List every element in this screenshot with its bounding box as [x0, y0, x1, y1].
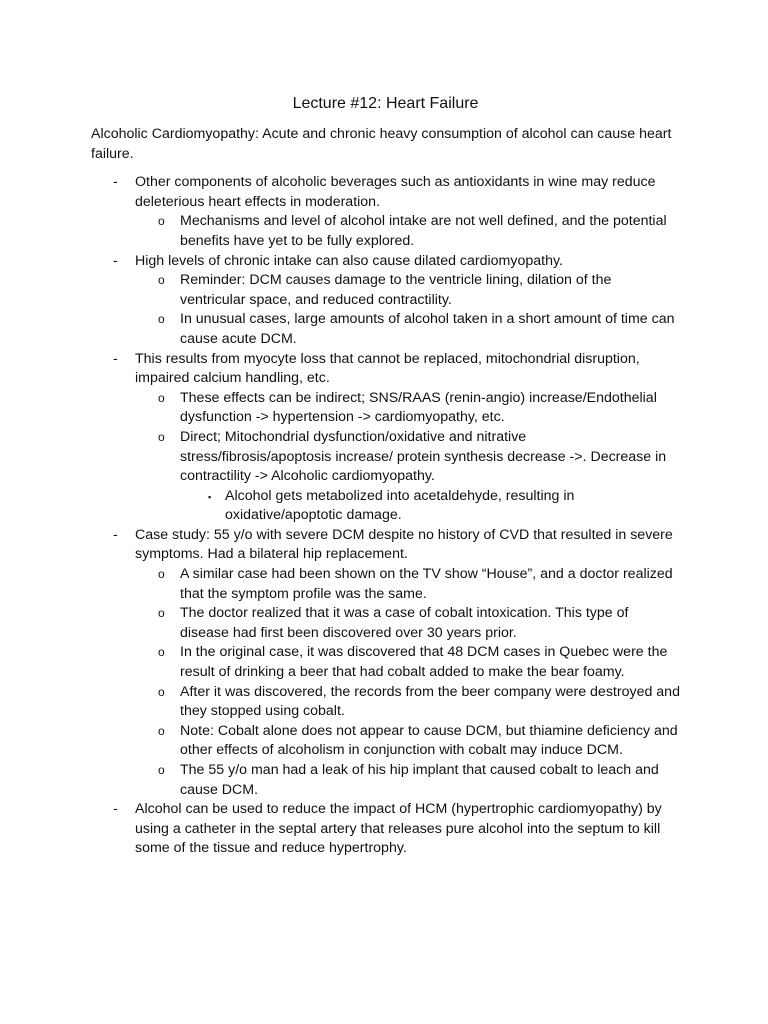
dash-bullet: -	[113, 174, 118, 191]
outline-list	[91, 173, 680, 859]
circle-bullet: o	[158, 429, 165, 444]
list-item	[91, 252, 680, 350]
square-bullet: ▪	[208, 491, 212, 502]
circle-bullet: o	[158, 214, 165, 229]
list-item	[91, 350, 680, 526]
intro-paragraph: Alcoholic Cardiomyopathy: Acute and chronic heavy consumption of alcohol can cause heart failure.	[91, 126, 672, 162]
sub-sub-list-item-text: Alcohol gets metabolized into acetaldehyde, resulting in oxidative/apoptotic damage.	[225, 487, 575, 524]
list-item-text: This results from myocyte loss that cannot be replaced, mitochondrial disruption, impaired calcium handling, etc.	[135, 350, 640, 387]
sub-list-item	[135, 604, 680, 643]
sub-list-item-text: These effects can be indirect; SNS/RAAS (renin-angio) increase/Endothelial dysfunction -> hypertension -> cardiomyopathy, etc.	[180, 389, 657, 426]
sub-list	[135, 271, 680, 349]
sub-list-item-text: In the original case, it was discovered that 48 DCM cases in Quebec were the result of drinking a beer that had cobalt added to make the bear foamy.	[180, 644, 668, 681]
sub-list-item	[135, 389, 680, 428]
sub-list-item-text: Direct; Mitochondrial dysfunction/oxidative and nitrative stress/fibrosis/apoptosis increase/ protein synthesis decrease ->. Decrease in contractility -> Alcoholic cardiomyopathy.	[180, 428, 667, 485]
sub-list-item	[135, 761, 680, 800]
sub-list-item	[135, 428, 680, 526]
circle-bullet: o	[158, 567, 165, 582]
circle-bullet: o	[158, 684, 165, 699]
list-item-text: Alcohol can be used to reduce the impact of HCM (hypertrophic cardiomyopathy) by using a catheter in the septal artery that releases pure alcohol into the septum to kill some of the tissue and reduce hypertrophy.	[135, 801, 662, 857]
circle-bullet: o	[158, 723, 165, 738]
sub-list	[135, 212, 680, 251]
circle-bullet: o	[158, 763, 165, 777]
sub-sub-list	[180, 487, 680, 526]
sub-list-item	[135, 565, 680, 604]
sub-list-item	[135, 212, 680, 251]
sub-list-item-text: After it was discovered, the records from the beer company were destroyed and they stopped using cobalt.	[180, 683, 680, 720]
list-item-text: Case study: 55 y/o with severe DCM despite no history of CVD that resulted in severe symptoms. Had a bilateral hip replacement.	[135, 526, 673, 563]
dash-bullet: -	[113, 252, 118, 269]
sub-list	[135, 389, 680, 526]
sub-list-item	[135, 722, 680, 761]
sub-list-item-text: The 55 y/o man had a leak of his hip implant that caused cobalt to leach and cause DCM.	[180, 762, 659, 798]
circle-bullet: o	[158, 606, 165, 621]
list-item-text: High levels of chronic intake can also cause dilated cardiomyopathy.	[135, 252, 563, 269]
circle-bullet: o	[158, 273, 165, 288]
sub-list-item-text: A similar case had been shown on the TV show “House”, and a doctor realized that the symptom profile was the same.	[180, 566, 673, 602]
list-item	[91, 173, 680, 251]
dash-bullet: -	[113, 801, 118, 818]
sub-list-item-text: Mechanisms and level of alcohol intake are not well defined, and the potential benefits have yet to be fully explored.	[180, 213, 667, 249]
sub-sub-list-item	[180, 487, 680, 526]
circle-bullet: o	[158, 390, 165, 405]
sub-list-item-text: Reminder: DCM causes damage to the ventricle lining, dilation of the ventricular space, and reduced contractility.	[180, 272, 612, 308]
sub-list	[135, 565, 680, 800]
page-title: Lecture #12: Heart Failure	[292, 95, 479, 112]
list-item-text: Other components of alcoholic beverages such as antioxidants in wine may reduce deleterious heart effects in moderation.	[135, 174, 656, 210]
dash-bullet: -	[113, 526, 118, 543]
sub-list-item-text: In unusual cases, large amounts of alcohol taken in a short amount of time can cause acute DCM.	[180, 311, 675, 347]
sub-list-item-text: The doctor realized that it was a case of cobalt intoxication. This type of disease had first been discovered over 30 years prior.	[180, 605, 629, 641]
sub-list-item	[135, 643, 680, 682]
sub-list-item	[135, 683, 680, 722]
list-item	[91, 800, 680, 859]
list-item	[91, 526, 680, 800]
sub-list-item	[135, 310, 680, 349]
circle-bullet: o	[158, 645, 165, 660]
dash-bullet: -	[113, 350, 118, 367]
circle-bullet: o	[158, 312, 165, 327]
sub-list-item-text: Note: Cobalt alone does not appear to cause DCM, but thiamine deficiency and other effects of alcoholism in conjunction with cobalt may induce DCM.	[180, 722, 678, 759]
sub-list-item	[135, 271, 680, 310]
